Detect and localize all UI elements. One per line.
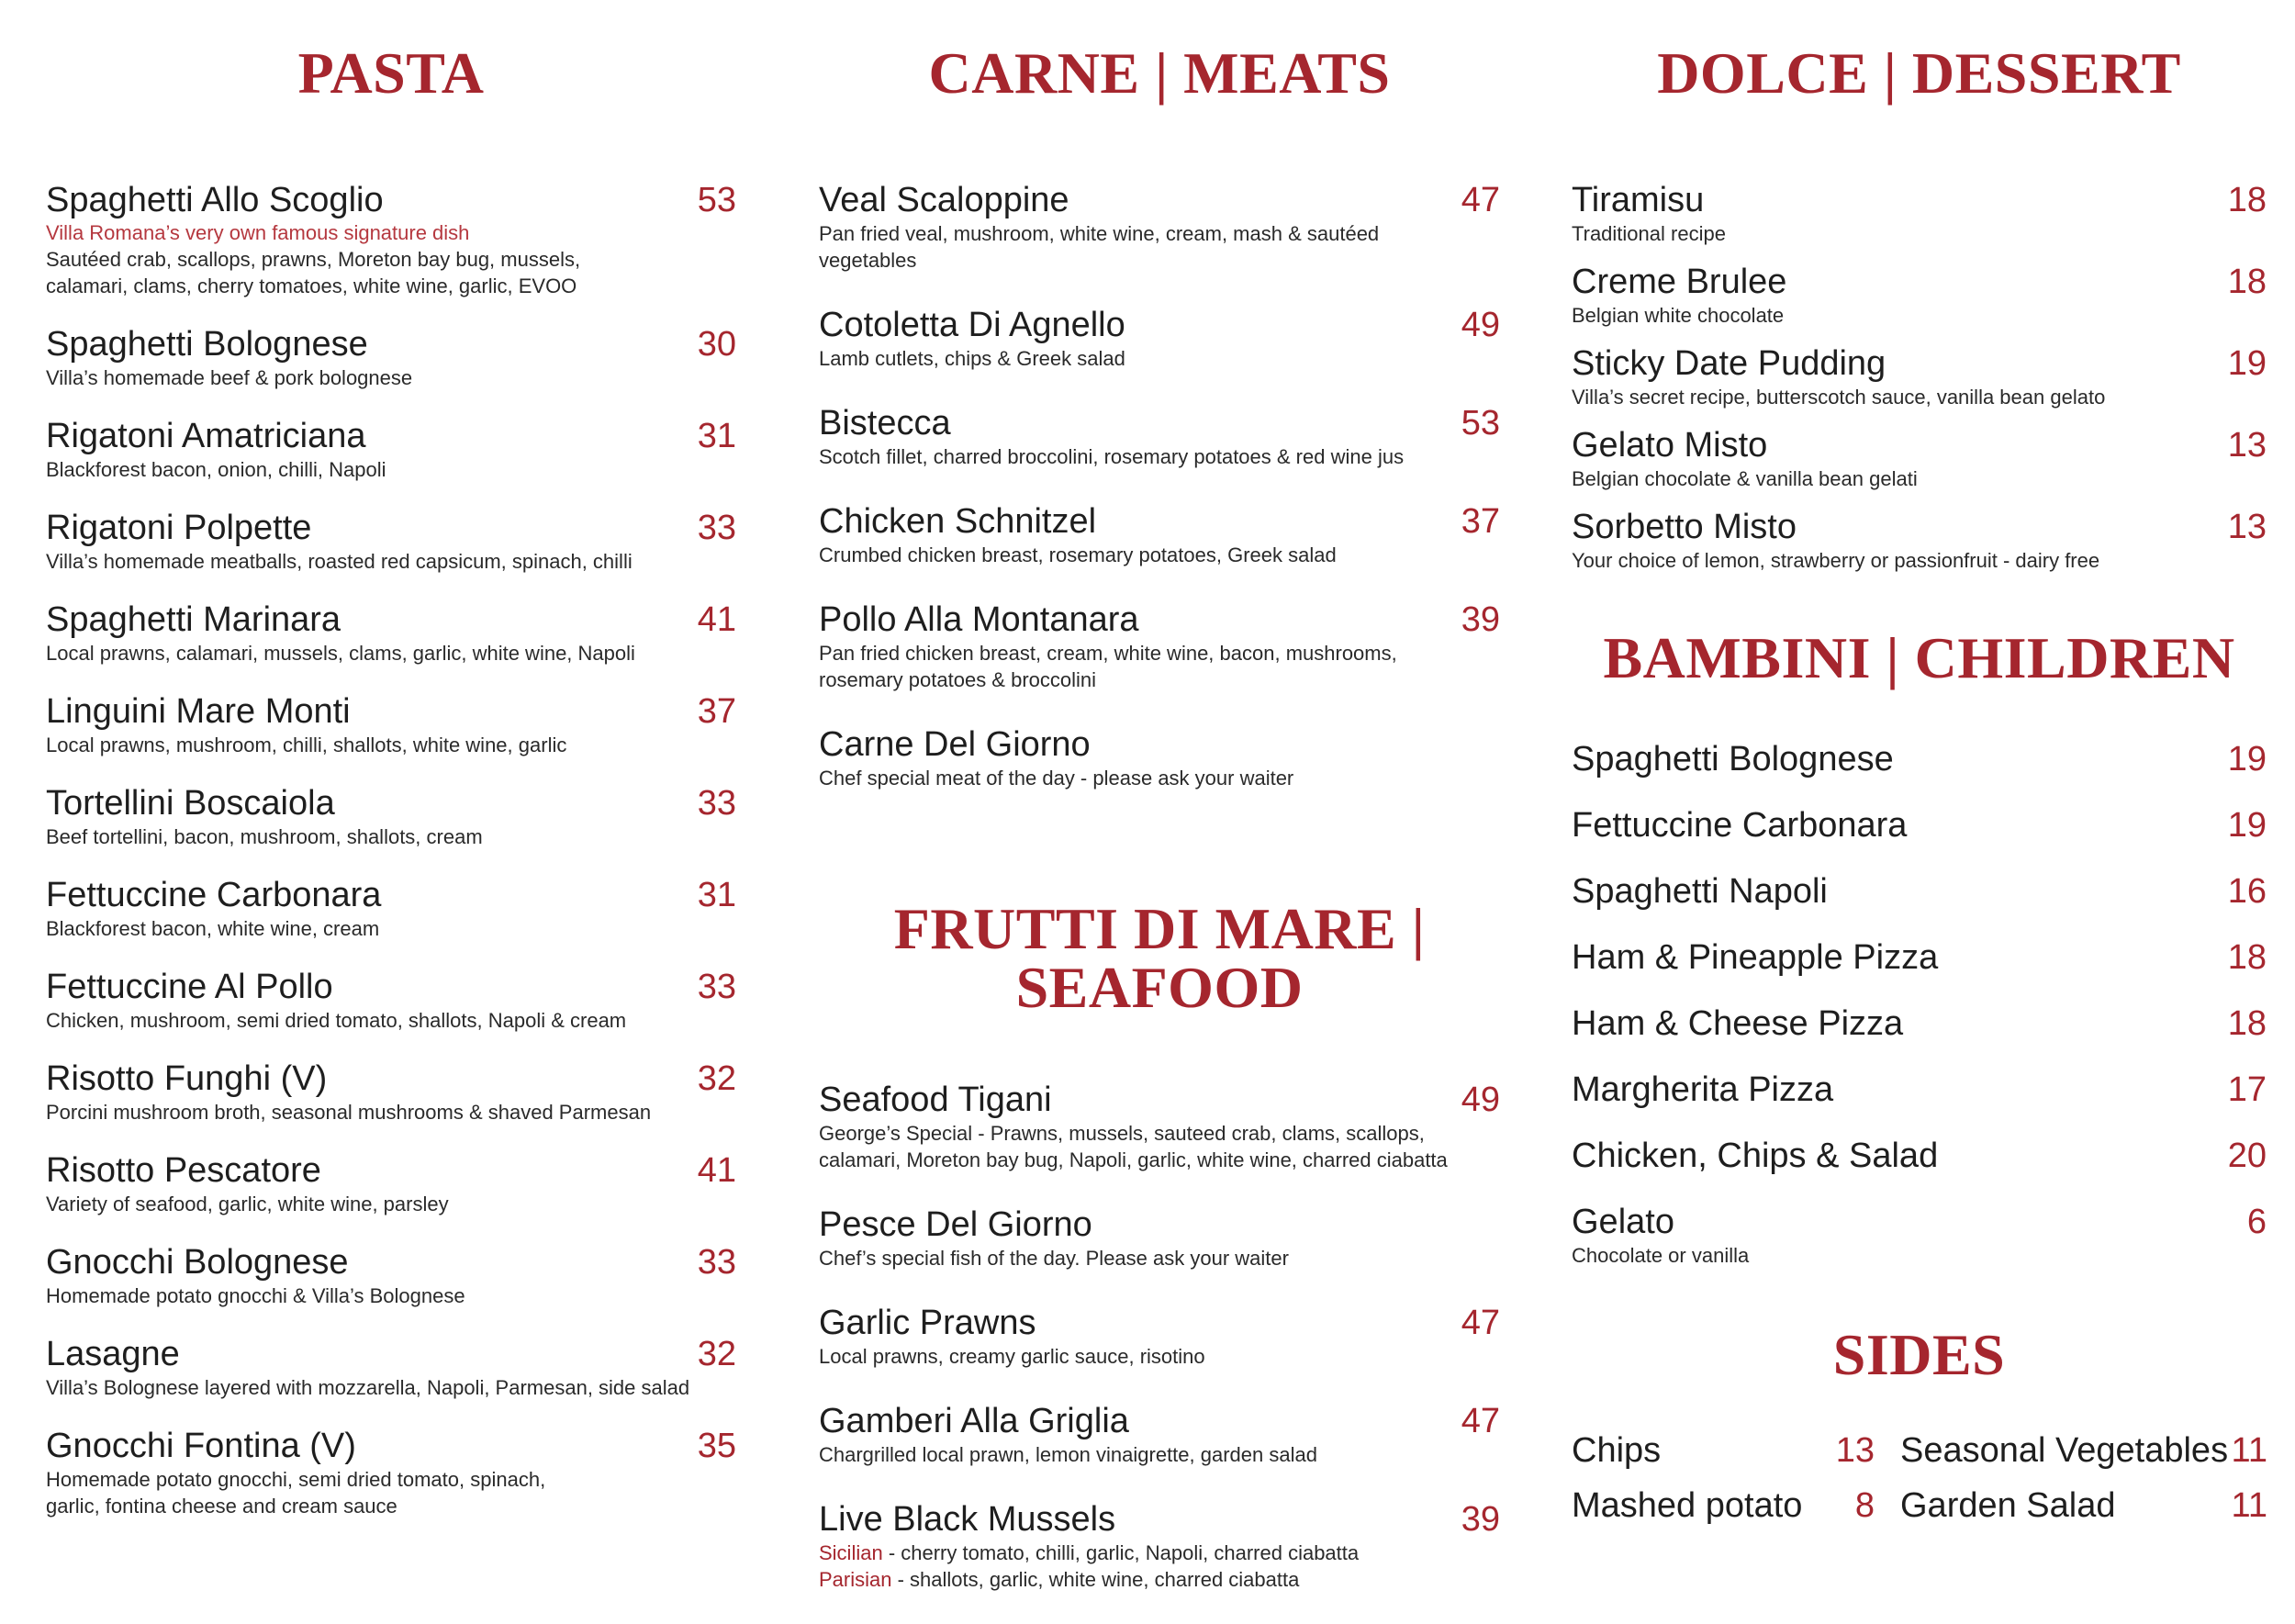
item-price: 41 bbox=[697, 600, 736, 639]
item-price: 32 bbox=[697, 1335, 736, 1373]
item-price: 18 bbox=[2227, 1004, 2267, 1043]
item-name: Ham & Pineapple Pizza bbox=[1572, 938, 1939, 977]
item-price: 31 bbox=[697, 417, 736, 455]
menu-item bbox=[46, 180, 736, 299]
item-price: 20 bbox=[2227, 1137, 2267, 1175]
item-price: 41 bbox=[697, 1151, 736, 1190]
item-price: 33 bbox=[697, 509, 736, 547]
item-price: 11 bbox=[2231, 1431, 2267, 1470]
menu-item bbox=[819, 1401, 1500, 1468]
item-name: Mashed potato bbox=[1572, 1486, 1803, 1525]
item-price: 37 bbox=[1461, 502, 1500, 541]
item-name: Chicken Schnitzel bbox=[819, 502, 1097, 541]
item-price: 33 bbox=[697, 968, 736, 1006]
meats-seafood-column bbox=[819, 0, 1500, 1624]
item-description: Porcini mushroom broth, seasonal mushrooms & shaved Parmesan bbox=[46, 1101, 652, 1124]
item-name: Chicken, Chips & Salad bbox=[1572, 1137, 1939, 1175]
menu-item bbox=[46, 967, 736, 1034]
menu-item bbox=[1572, 343, 2267, 410]
meats-section-title: CARNE | MEATS bbox=[928, 40, 1391, 106]
item-name: Rigatoni Polpette bbox=[46, 509, 312, 547]
item-price: 16 bbox=[2227, 872, 2267, 911]
item-description: Homemade potato gnocchi & Villa’s Bolognese bbox=[46, 1284, 465, 1307]
item-name: Creme Brulee bbox=[1572, 263, 1787, 301]
variant-text: - shallots, garlic, white wine, charred ciabatta bbox=[891, 1568, 1300, 1591]
item-price: 47 bbox=[1461, 1304, 1500, 1342]
item-description: George’s Special - Prawns, mussels, sauteed crab, clams, scallops, calamari, Moreton bay bug, Napoli, garlic, white wine, charred ciabatta bbox=[819, 1122, 1448, 1171]
item-name: Garlic Prawns bbox=[819, 1304, 1036, 1342]
menu-item bbox=[46, 783, 736, 850]
item-name: Gelato bbox=[1572, 1203, 1674, 1241]
item-name: Rigatoni Amatriciana bbox=[46, 417, 366, 455]
item-description: Blackforest bacon, onion, chilli, Napoli bbox=[46, 458, 386, 481]
item-name: Spaghetti Allo Scoglio bbox=[46, 181, 384, 219]
item-description: Belgian chocolate & vanilla bean gelati bbox=[1572, 467, 1918, 490]
item-description: Pan fried veal, mushroom, white wine, cream, mash & sautéed vegetables bbox=[819, 222, 1380, 272]
item-name: Pesce Del Giorno bbox=[819, 1205, 1092, 1244]
item-price: 19 bbox=[2227, 344, 2267, 383]
item-name: Pollo Alla Montanara bbox=[819, 600, 1139, 639]
sides-items bbox=[1572, 1430, 2267, 1526]
item-price: 13 bbox=[2227, 426, 2267, 465]
item-name: Tortellini Boscaiola bbox=[46, 784, 335, 823]
meats-items bbox=[819, 180, 1500, 791]
item-name: Sticky Date Pudding bbox=[1572, 344, 1886, 383]
item-price: 37 bbox=[697, 692, 736, 731]
pasta-column bbox=[46, 0, 736, 1544]
item-name: Fettuccine Carbonara bbox=[1572, 806, 1908, 845]
item-description: Villa’s secret recipe, butterscotch sauce, vanilla bean gelato bbox=[1572, 386, 2106, 409]
item-name: Sorbetto Misto bbox=[1572, 508, 1797, 546]
item-variant bbox=[819, 1566, 1500, 1593]
item-price: 19 bbox=[2227, 740, 2267, 778]
item-description: Crumbed chicken breast, rosemary potatoes, Greek salad bbox=[819, 543, 1337, 566]
menu-item bbox=[46, 599, 736, 666]
item-description: Beef tortellini, bacon, mushroom, shallots, cream bbox=[46, 825, 483, 848]
menu-item bbox=[1572, 937, 2267, 978]
item-name: Gnocchi Fontina (V) bbox=[46, 1427, 356, 1465]
item-price: 39 bbox=[1461, 600, 1500, 639]
menu-item bbox=[819, 1204, 1500, 1271]
pasta-section-title: PASTA bbox=[297, 40, 485, 106]
item-price: 32 bbox=[697, 1059, 736, 1098]
menu-item bbox=[819, 501, 1500, 568]
item-price: 18 bbox=[2227, 181, 2267, 219]
item-name: Cotoletta Di Agnello bbox=[819, 306, 1125, 344]
item-description: Chargrilled local prawn, lemon vinaigrette, garden salad bbox=[819, 1443, 1317, 1466]
item-name: Tiramisu bbox=[1572, 181, 1705, 219]
item-price: 33 bbox=[697, 784, 736, 823]
children-items bbox=[1572, 739, 2267, 1269]
item-price: 8 bbox=[1854, 1486, 1875, 1525]
menu-item bbox=[819, 1499, 1500, 1593]
menu-item bbox=[819, 1303, 1500, 1370]
menu-item bbox=[819, 305, 1500, 372]
item-description: Villa’s homemade beef & pork bolognese bbox=[46, 366, 413, 389]
item-name: Bistecca bbox=[819, 404, 951, 442]
menu-item bbox=[46, 508, 736, 575]
item-price: 49 bbox=[1461, 1081, 1500, 1119]
item-price: 53 bbox=[1461, 404, 1500, 442]
dessert-section-title: DOLCE | DESSERT bbox=[1657, 40, 2181, 106]
item-name: Chips bbox=[1572, 1431, 1662, 1470]
menu-item bbox=[1572, 1485, 1875, 1526]
item-name: Veal Scaloppine bbox=[819, 181, 1069, 219]
menu-item bbox=[1572, 871, 2267, 912]
item-price: 13 bbox=[1835, 1431, 1875, 1470]
menu-item bbox=[1900, 1485, 2267, 1526]
item-description: Scotch fillet, charred broccolini, rosemary potatoes & red wine jus bbox=[819, 445, 1405, 468]
menu-item bbox=[1572, 425, 2267, 492]
menu-item bbox=[1572, 180, 2267, 247]
item-name: Fettuccine Al Pollo bbox=[46, 968, 333, 1006]
item-name: Carne Del Giorno bbox=[819, 725, 1091, 764]
menu-item bbox=[819, 599, 1500, 693]
item-description: Traditional recipe bbox=[1572, 222, 1726, 245]
menu-item bbox=[46, 1426, 736, 1519]
menu-item bbox=[1572, 805, 2267, 846]
menu-item bbox=[46, 1058, 736, 1126]
variant-label: Parisian bbox=[819, 1568, 892, 1591]
item-price: 18 bbox=[2227, 938, 2267, 977]
item-price: 39 bbox=[1461, 1500, 1500, 1539]
item-name: Seafood Tigani bbox=[819, 1081, 1052, 1119]
item-name: Fettuccine Carbonara bbox=[46, 876, 382, 914]
item-name: Gnocchi Bolognese bbox=[46, 1243, 349, 1282]
item-tagline: Villa Romana’s very own famous signature dish bbox=[46, 221, 470, 244]
pasta-items bbox=[46, 180, 736, 1519]
item-name: Garden Salad bbox=[1900, 1486, 2116, 1525]
item-name: Spaghetti Bolognese bbox=[46, 325, 368, 364]
menu-item bbox=[1572, 262, 2267, 329]
menu-item bbox=[819, 1080, 1500, 1173]
item-name: Gelato Misto bbox=[1572, 426, 1768, 465]
item-name: Seasonal Vegetables bbox=[1900, 1431, 2229, 1470]
item-price: 47 bbox=[1461, 1402, 1500, 1440]
menu-item bbox=[46, 875, 736, 942]
item-price: 31 bbox=[697, 876, 736, 914]
menu-item bbox=[1572, 1003, 2267, 1044]
item-name: Risotto Pescatore bbox=[46, 1151, 321, 1190]
item-price: 49 bbox=[1461, 306, 1500, 344]
menu-item bbox=[1572, 1136, 2267, 1176]
item-name: Spaghetti Marinara bbox=[46, 600, 341, 639]
item-description: Chocolate or vanilla bbox=[1572, 1244, 1750, 1267]
menu-item bbox=[1572, 507, 2267, 574]
seafood-items bbox=[819, 1080, 1500, 1593]
item-price: 30 bbox=[697, 325, 736, 364]
menu-item bbox=[819, 180, 1500, 274]
item-price: 17 bbox=[2227, 1070, 2267, 1109]
menu-item bbox=[46, 1242, 736, 1309]
item-price: 47 bbox=[1461, 181, 1500, 219]
item-description: Your choice of lemon, strawberry or passionfruit - dairy free bbox=[1572, 549, 2100, 572]
item-price: 13 bbox=[2227, 508, 2267, 546]
dessert-items bbox=[1572, 180, 2267, 574]
item-description: Villa’s homemade meatballs, roasted red capsicum, spinach, chilli bbox=[46, 550, 633, 573]
menu-item bbox=[1900, 1430, 2267, 1471]
item-name: Linguini Mare Monti bbox=[46, 692, 351, 731]
variant-label: Sicilian bbox=[819, 1541, 883, 1564]
item-description: Chef special meat of the day - please ask your waiter bbox=[819, 767, 1294, 790]
item-price: 6 bbox=[2246, 1203, 2267, 1241]
item-name: Ham & Cheese Pizza bbox=[1572, 1004, 1904, 1043]
item-name: Gamberi Alla Griglia bbox=[819, 1402, 1129, 1440]
menu-item bbox=[1572, 1430, 1875, 1471]
item-description: Chef’s special fish of the day. Please ask your waiter bbox=[819, 1247, 1289, 1270]
menu-item bbox=[46, 1334, 736, 1401]
menu-item bbox=[46, 691, 736, 758]
item-name: Lasagne bbox=[46, 1335, 180, 1373]
menu-item bbox=[46, 324, 736, 391]
item-description: Homemade potato gnocchi, semi dried tomato, spinach, garlic, fontina cheese and cream sauce bbox=[46, 1468, 546, 1518]
item-name: Spaghetti Bolognese bbox=[1572, 740, 1894, 778]
item-description: Local prawns, creamy garlic sauce, risotino bbox=[819, 1345, 1205, 1368]
item-description: Local prawns, calamari, mussels, clams, garlic, white wine, Napoli bbox=[46, 642, 635, 665]
item-name: Live Black Mussels bbox=[819, 1500, 1116, 1539]
item-description: Local prawns, mushroom, chilli, shallots, white wine, garlic bbox=[46, 734, 567, 756]
menu-item bbox=[1572, 1202, 2267, 1269]
item-price: 11 bbox=[2231, 1486, 2267, 1525]
menu-item bbox=[46, 416, 736, 483]
variant-text: - cherry tomato, chilli, garlic, Napoli, charred ciabatta bbox=[882, 1541, 1360, 1564]
item-price: 53 bbox=[697, 181, 736, 219]
item-name: Risotto Funghi (V) bbox=[46, 1059, 328, 1098]
menu-item bbox=[819, 403, 1500, 470]
item-description: Variety of seafood, garlic, white wine, parsley bbox=[46, 1193, 449, 1215]
dessert-children-sides-column bbox=[1572, 0, 2267, 1526]
menu-item bbox=[819, 724, 1500, 791]
item-price: 19 bbox=[2227, 806, 2267, 845]
item-description: Blackforest bacon, white wine, cream bbox=[46, 917, 380, 940]
seafood-section-title: FRUTTI DI MARE | SEAFOOD bbox=[893, 896, 1426, 1020]
item-description: Pan fried chicken breast, cream, white wine, bacon, mushrooms, rosemary potatoes & broccolini bbox=[819, 642, 1397, 691]
item-description: Sautéed crab, scallops, prawns, Moreton bay bug, mussels, calamari, clams, cherry tomatoes, white wine, garlic, EVOO bbox=[46, 248, 581, 297]
menu-item bbox=[1572, 739, 2267, 779]
item-price: 33 bbox=[697, 1243, 736, 1282]
item-name: Spaghetti Napoli bbox=[1572, 872, 1828, 911]
item-name: Margherita Pizza bbox=[1572, 1070, 1834, 1109]
sides-section-title: SIDES bbox=[1832, 1322, 2006, 1387]
item-description: Chicken, mushroom, semi dried tomato, shallots, Napoli & cream bbox=[46, 1009, 627, 1032]
item-description: Villa’s Bolognese layered with mozzarella, Napoli, Parmesan, side salad bbox=[46, 1376, 690, 1399]
menu-item bbox=[1572, 1070, 2267, 1110]
children-section-title: BAMBINI | CHILDREN bbox=[1603, 625, 2235, 690]
item-price: 18 bbox=[2227, 263, 2267, 301]
menu-item bbox=[46, 1150, 736, 1217]
item-description: Belgian white chocolate bbox=[1572, 304, 1785, 327]
item-price: 35 bbox=[697, 1427, 736, 1465]
item-description: Lamb cutlets, chips & Greek salad bbox=[819, 347, 1125, 370]
item-variant bbox=[819, 1540, 1500, 1566]
